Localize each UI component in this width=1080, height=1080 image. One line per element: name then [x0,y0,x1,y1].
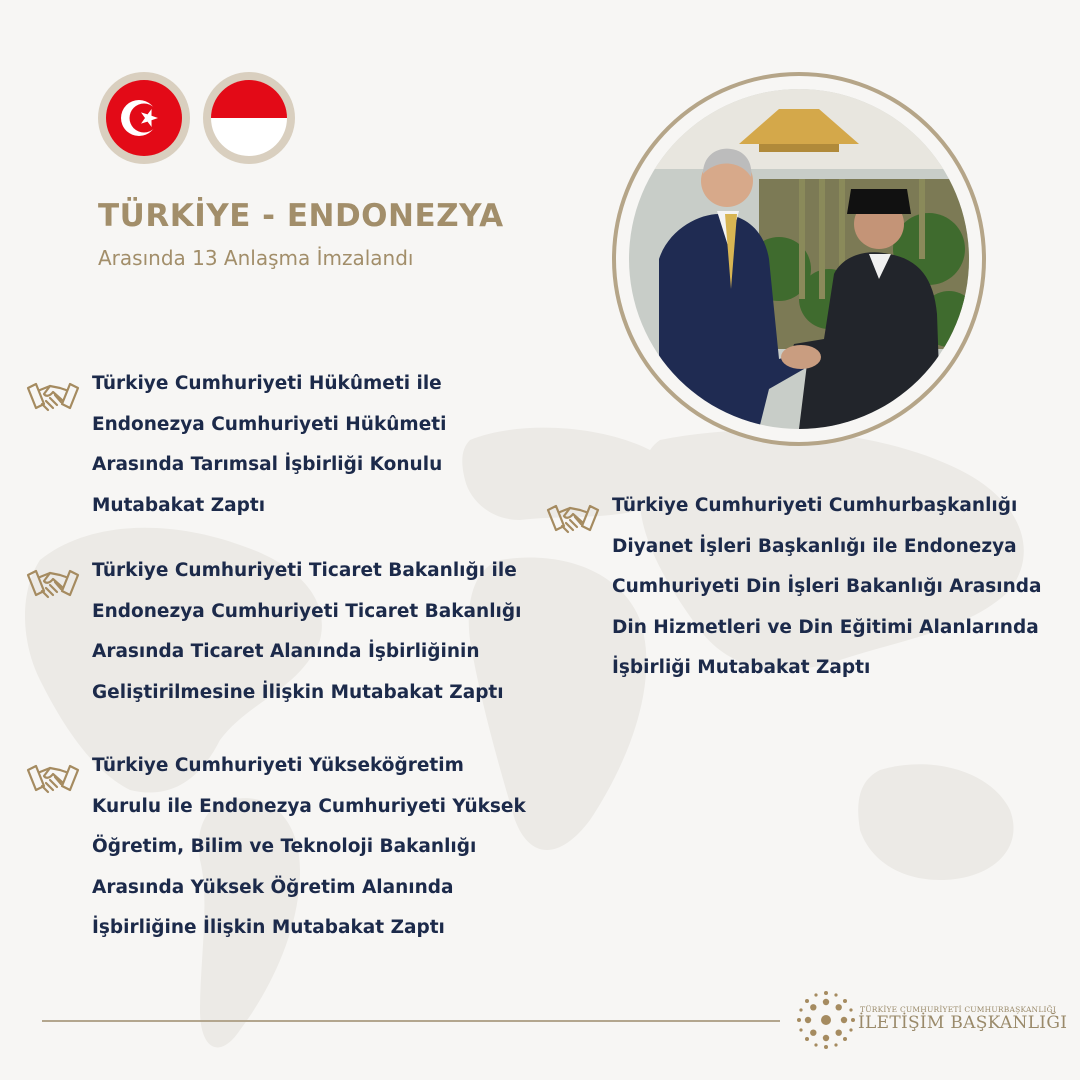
crescent-star-icon [106,80,182,156]
agreement-text: Türkiye Cumhuriyeti Hükûmeti ile Endonezya Cumhuriyeti Hükûmeti Arasında Tarımsal İşbirliği Konulu Mutabakat Zaptı [92,373,447,516]
handshake-icon [26,760,80,800]
page-subtitle: Arasında 13 Anlaşma İmzalandı [98,246,414,270]
agreement-text: Türkiye Cumhuriyeti Yükseköğretim Kurulu ile Endonezya Cumhuriyeti Yüksek Öğretim, Bilim ve Teknoloji Bakanlığı Arasında Yüksek Öğretim Alanında İşbirliğine İlişkin Mutabakat Zaptı [92,755,526,938]
leaders-photo-frame [612,72,986,446]
footer-org-small: TÜRKİYE CUMHURİYETİ CUMHURBAŞKANLIĞI [860,1005,1057,1014]
agreement-text: Türkiye Cumhuriyeti Ticaret Bakanlığı ile Endonezya Cumhuriyeti Ticaret Bakanlığı Arasında Ticaret Alanında İşbirliğinin Geliştirilmesine İlişkin Mutabakat Zaptı [92,560,522,703]
leaders-handshake-photo [629,89,969,429]
iletisim-logo-icon [796,990,856,1050]
agreement-text: Türkiye Cumhuriyeti Cumhurbaşkanlığı Diyanet İşleri Başkanlığı ile Endonezya Cumhuriyeti Din İşleri Bakanlığı Arasında Din Hizmetleri ve Din Eğitimi Alanlarında İşbirliği Mutabakat Zaptı [612,495,1042,678]
handshake-icon [26,565,80,605]
handshake-icon [546,500,600,540]
handshake-icon [26,378,80,418]
indonesia-flag [203,72,295,164]
page-title: TÜRKİYE - ENDONEZYA [98,198,504,234]
footer-divider [42,1020,780,1022]
footer-org-name: İLETİŞİM BAŞKANLIĞI [858,1013,1068,1033]
turkey-flag [98,72,190,164]
